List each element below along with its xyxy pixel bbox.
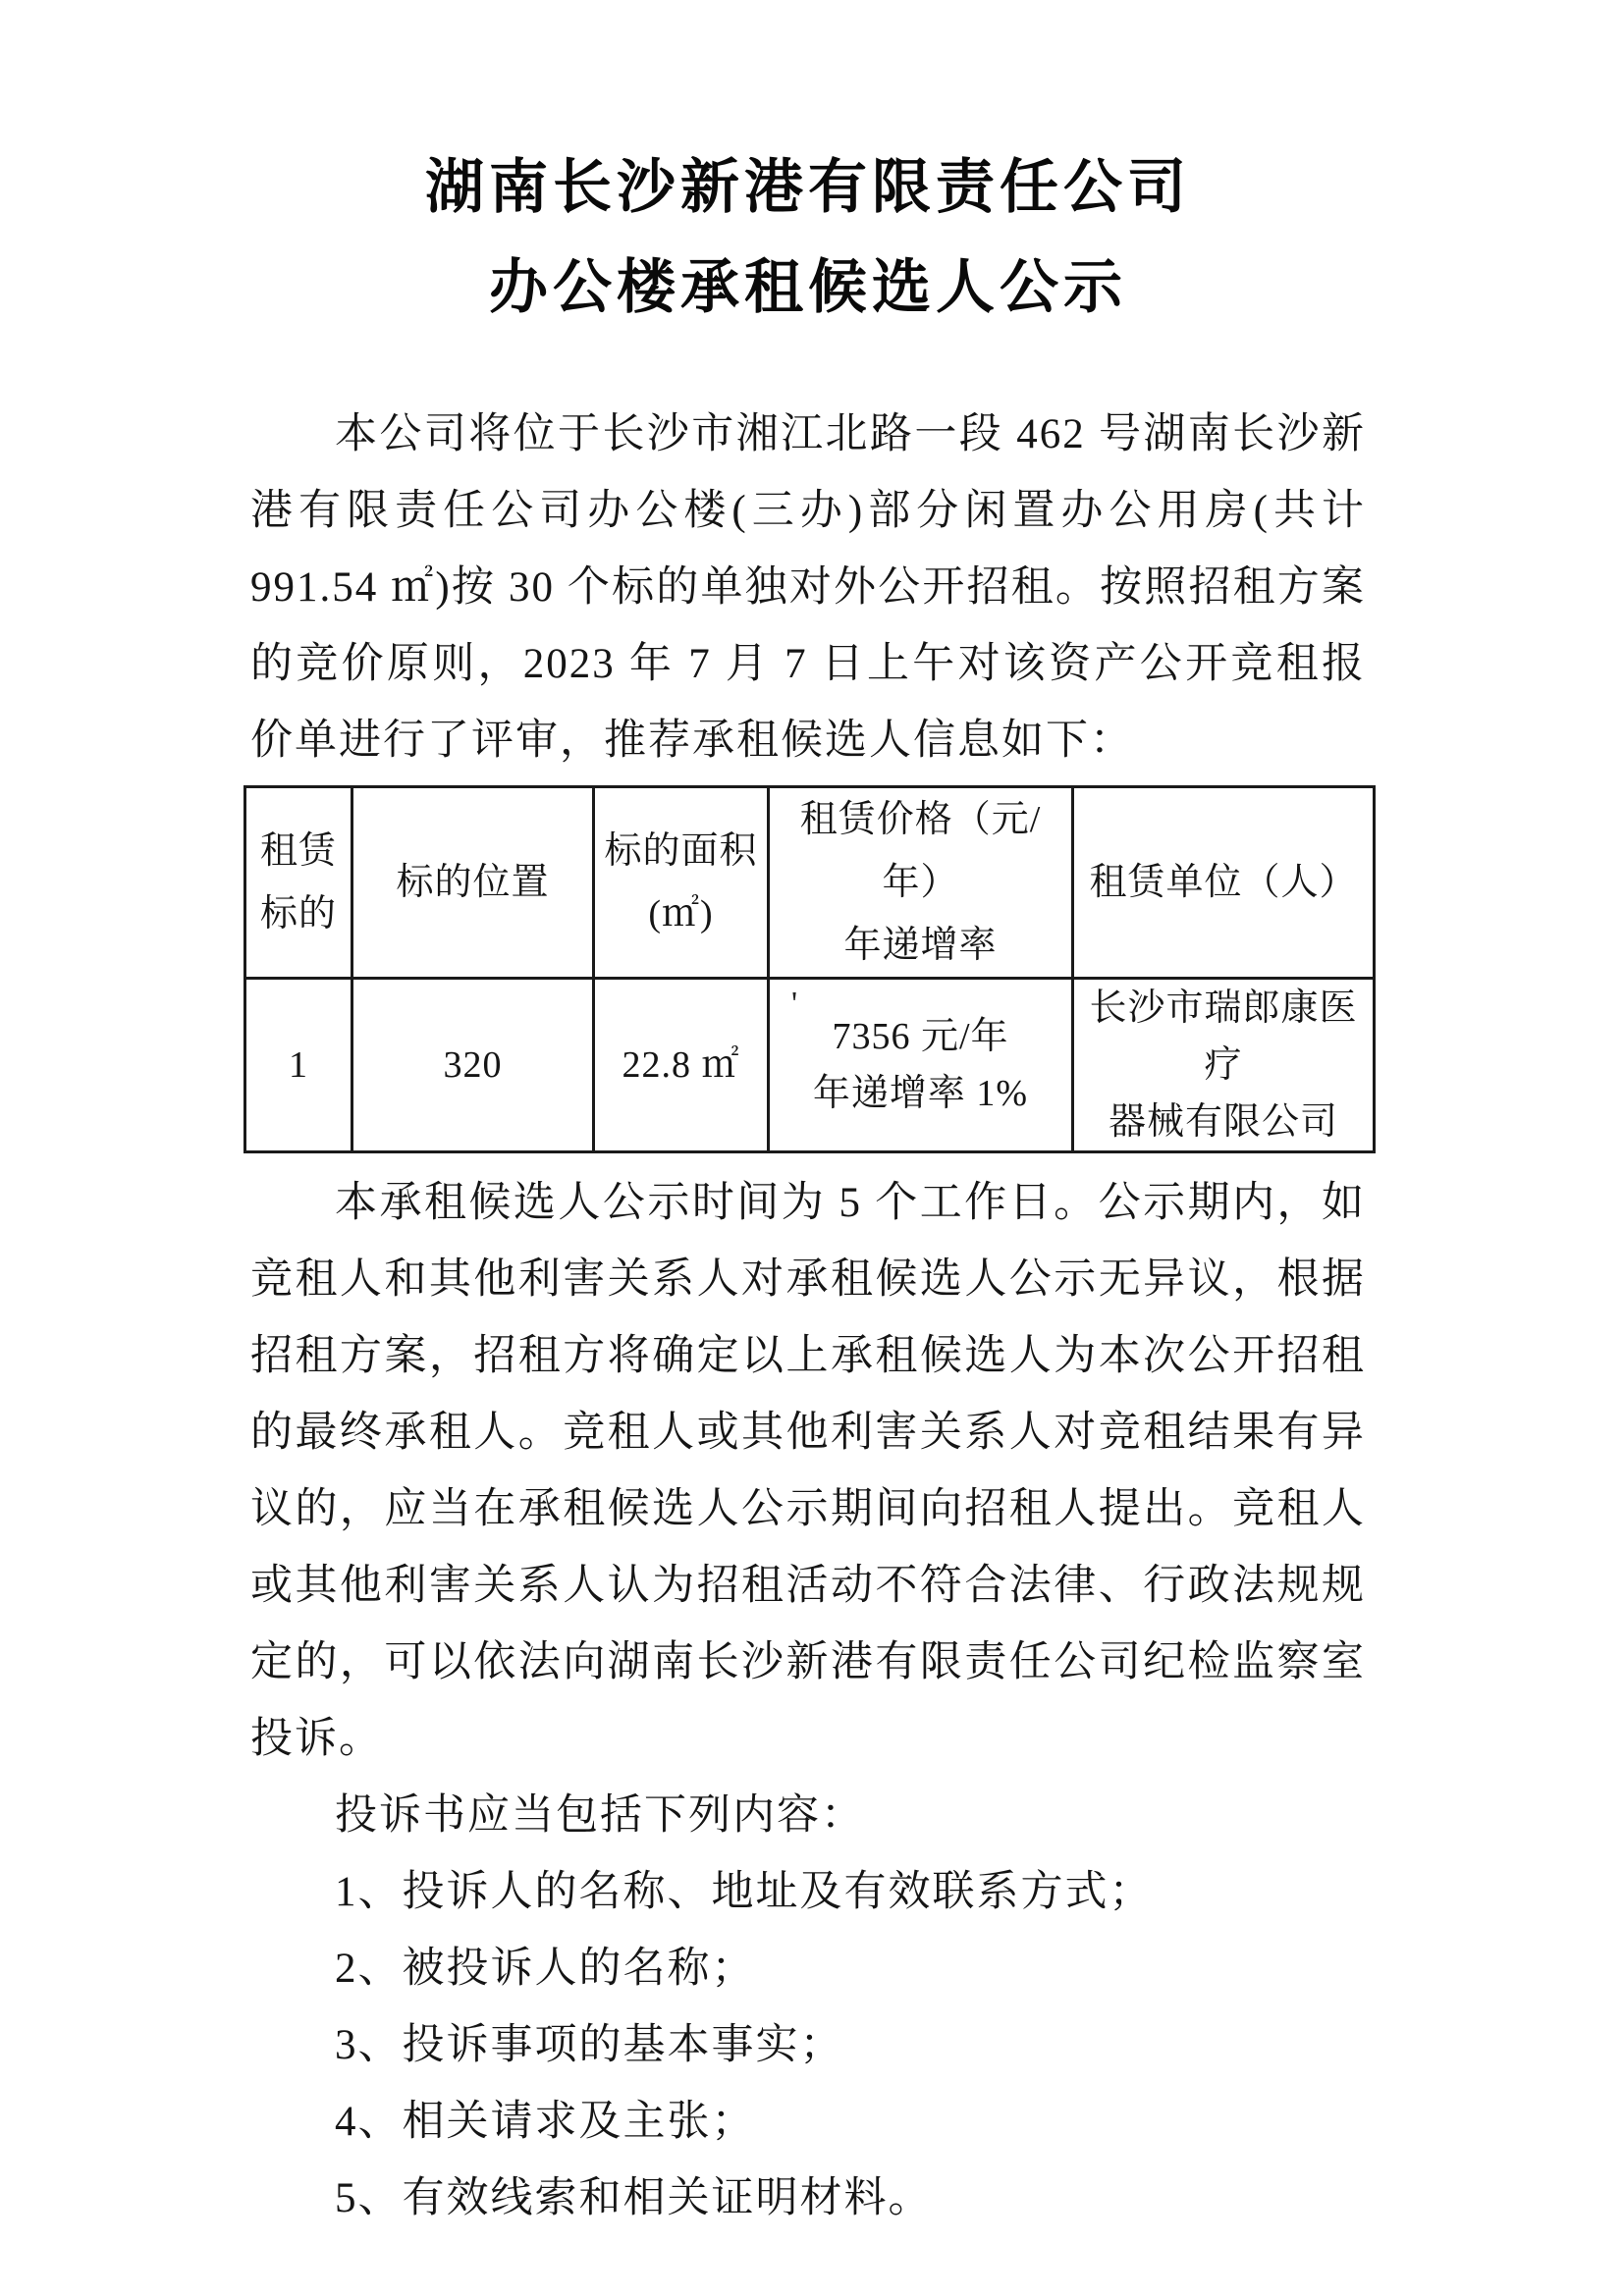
cell-price <box>769 979 1073 1152</box>
list-item-1: 1、投诉人的名称、地址及有效联系方式； <box>335 1869 1154 1915</box>
list-item-5: 5、有效线索和相关证明材料。 <box>335 2175 933 2221</box>
th-price-line1: 租赁价格（元/年） <box>799 799 1042 903</box>
th-price <box>769 787 1073 979</box>
document-body <box>250 137 1366 2237</box>
stray-ink-mark: ' <box>791 986 798 1022</box>
th-area-line2: (㎡) <box>648 893 714 934</box>
table-header-row <box>245 787 1375 979</box>
cell-tenant-line2: 器械有限公司 <box>1108 1101 1338 1143</box>
cell-tenant-line1: 长沙市瑞郎康医疗 <box>1089 988 1358 1086</box>
cell-tenant <box>1073 979 1375 1152</box>
intro-paragraph: 本公司将位于长沙市湘江北路一段 462 号湖南长沙新港有限责任公司办公楼(三办)部分闲置办公用房(共计 991.54 ㎡)按 30 个标的单独对外公开招租。按照招租方案的竞价原则，2023 年 7 月 7 日上午对该资产公开竞租报价单进行了评审，推荐承租候选人信息如下： <box>250 411 1366 764</box>
list-item-2: 2、被投诉人的名称； <box>335 1946 756 1992</box>
th-area <box>594 787 769 979</box>
candidate-table <box>243 785 1376 1153</box>
title-line-2: 办公楼承租候选人公示 <box>489 255 1127 320</box>
th-lease-subject-line2: 标的 <box>259 893 337 934</box>
title-line-1: 湖南长沙新港有限责任公司 <box>425 155 1191 220</box>
list-item-4: 4、相关请求及主张； <box>335 2099 756 2145</box>
th-lease-subject-line1: 租赁 <box>259 830 337 872</box>
th-location: 标的位置 <box>352 787 594 979</box>
complaint-intro: 投诉书应当包括下列内容： <box>335 1792 865 1839</box>
cell-area: 22.8 ㎡ <box>594 979 769 1152</box>
cell-price-line2: 年递增率 1% <box>812 1073 1029 1114</box>
th-lease-subject <box>245 787 352 979</box>
notice-paragraph: 本承租候选人公示时间为 5 个工作日。公示期内，如竞租人和其他利害关系人对承租候选人公示无异议，根据招租方案，招租方将确定以上承租候选人为本次公开招租的最终承租人。竞租人或其他利害关系人对竞租结果有异议的，应当在承租候选人公示期间向招租人提出。竞租人或其他利害关系人认为招租活动不符合法律、行政法规规定的，可以依法向湖南长沙新港有限责任公司纪检监察室投诉。 <box>250 1180 1366 1762</box>
th-tenant: 租赁单位（人） <box>1073 787 1375 979</box>
th-price-line2: 年递增率 <box>843 925 998 966</box>
table-data-row <box>245 979 1375 1152</box>
cell-bid-no: 1 <box>245 979 352 1152</box>
document-title <box>250 137 1366 338</box>
list-item-3: 3、投诉事项的基本事实； <box>335 2022 844 2068</box>
cell-price-line1: 7356 元/年 <box>832 1016 1009 1057</box>
th-area-line1: 标的面积 <box>604 830 758 872</box>
cell-location: 320 <box>352 979 594 1152</box>
